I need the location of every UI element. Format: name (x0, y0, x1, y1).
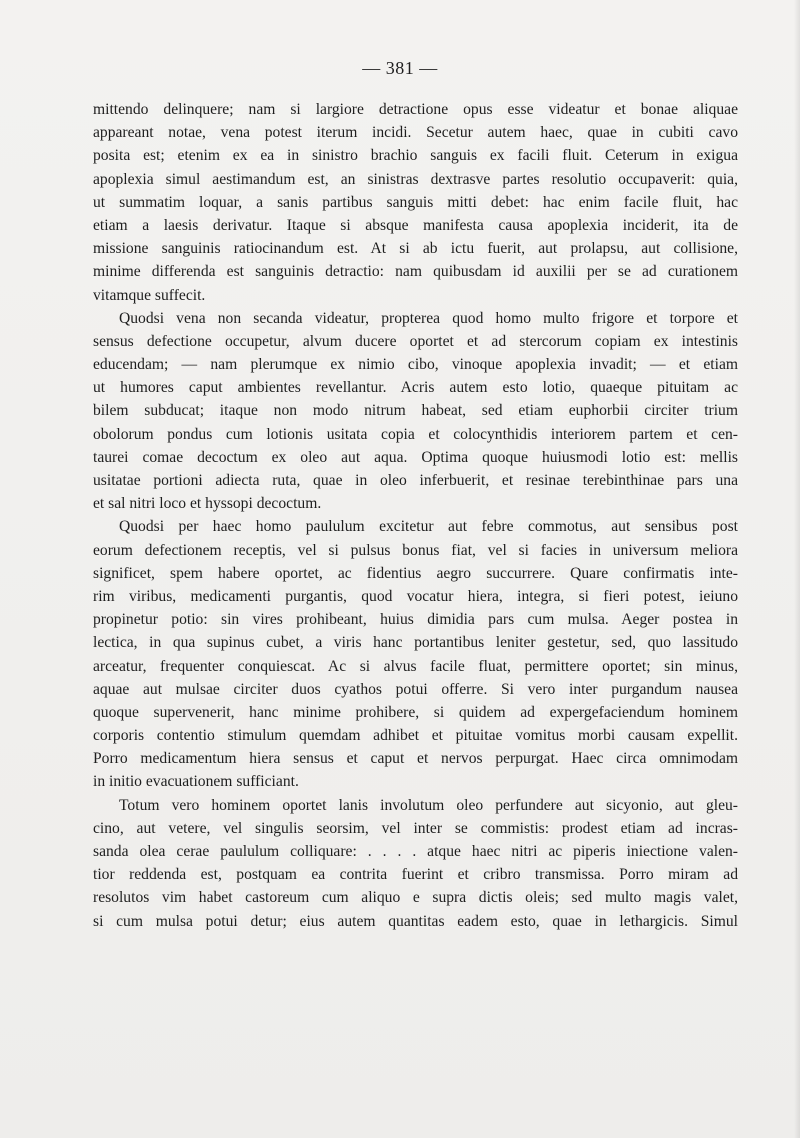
text-line: corporis contentio stimulum quemdam adhibet et pituitae vomitus morbi causam expellit. (93, 727, 738, 745)
text-line: et sal nitri loco et hyssopi decoctum. (93, 495, 322, 513)
page-edge-shadow (794, 0, 800, 1138)
text-line: ut humores caput ambientes revellantur. Acris autem esto lotio, quaeque pituitam ac (93, 379, 738, 397)
text-line: Quodsi per haec homo paululum excitetur aut febre commotus, aut sensibus post (119, 518, 738, 536)
text-line: tior reddenda est, postquam ea contrita fuerint et cribro transmissa. Porro miram ad (93, 866, 738, 884)
text-line: aquae aut mulsae circiter duos cyathos potui offerre. Si vero inter purgandum nausea (93, 680, 738, 698)
page-number: — 381 — (362, 58, 438, 78)
text-line: quoque supervenerit, hanc minime prohibere, si quidem ad expergefaciendum hominem (93, 703, 738, 721)
text-line: significet, spem habere oportet, ac fidentius aegro succurrere. Quare confirmatis inte- (93, 564, 738, 582)
text-line: propinetur potio: sin vires prohibeant, huius dimidia pars cum mulsa. Aeger postea in (93, 611, 738, 629)
text-line: sanda olea cerae paululum colliquare: . . . . atque haec nitri ac piperis iniectione valen- (93, 843, 738, 860)
text-line: arceatur, frequenter conquiescat. Ac si alvus facile fluat, permittere oportet; sin minus, (93, 657, 738, 675)
text-line: cino, aut vetere, vel singulis seorsim, vel inter se commistis: prodest etiam ad incras- (93, 819, 738, 837)
text-line: missione sanguinis ratiocinandum est. At si ab ictu fuerit, aut prolapsu, aut collisione, (93, 240, 738, 258)
text-line: etiam a laesis derivatur. Itaque si absque manifesta causa apoplexia inciderit, ita de (93, 216, 738, 234)
text-line: apoplexia simul aestimandum est, an sinistras dextrasve partes resolutio occupaverit: quia, (93, 170, 738, 188)
text-line: si cum mulsa potui detur; eius autem quantitas eadem esto, quae in lethargicis. Simul (93, 912, 738, 930)
text-line: resolutos vim habet castoreum cum aliquo e supra dictis oleis; sed multo magis valet, (93, 889, 738, 907)
text-line: educendam; — nam plerumque ex nimio cibo, vinoque apoplexia invadit; — et etiam (93, 356, 738, 374)
text-line: bilem subducat; itaque non modo nitrum habeat, sed etiam euphorbii circiter trium (93, 402, 738, 420)
text-line: in initio evacuationem sufficiant. (93, 773, 299, 791)
text-line: obolorum pondus cum lotionis usitata copia et colocynthidis interiorem partem et cen- (93, 425, 738, 443)
text-line: vitamque suffecit. (93, 286, 206, 304)
text-line: taurei comae decoctum ex oleo aut aqua. Optima quoque huiusmodi lotio est: mellis (93, 448, 738, 466)
text-line: lectica, in qua supinus cubet, a viris hanc portantibus leniter gestetur, sed, quo lassitudo (93, 634, 738, 652)
text-line: Porro medicamentum hiera sensus et caput et nervos perpurgat. Haec circa omnimodam (93, 750, 738, 768)
text-line: appareant notae, vena potest iterum incidi. Secetur autem haec, quae in cubiti cavo (93, 124, 738, 142)
text-line: eorum defectionem receptis, vel si pulsus bonus fiat, vel si facies in universum meliora (93, 541, 738, 559)
text-line: rim viribus, medicamenti purgantis, quod vocatur hiera, integra, si fieri potest, ieiuno (93, 587, 738, 605)
text-line: usitatae portioni adiecta ruta, quae in oleo inferbuerit, et resinae terebinthinae pars una (93, 472, 738, 489)
text-line: Quodsi vena non secanda videatur, propterea quod homo multo frigore et torpore et (119, 309, 738, 327)
text-line: minime differenda est sanguinis detractio: nam quibusdam id auxilii per se ad curationem (93, 263, 738, 281)
body-text (93, 98, 738, 933)
text-line: mittendo delinquere; nam si largiore detractione opus esse videatur et bonae aliquae (93, 101, 738, 118)
text-line: posita est; etenim ex ea in sinistro brachio sanguis ex facili fluit. Ceterum in exigua (93, 147, 738, 165)
text-line: ut summatim loquar, a sanis partibus sanguis mitti debet: hac enim facile fluit, hac (93, 193, 738, 211)
text-line: sensus defectione occupetur, alvum ducere oportet et ad stercorum copiam ex intestinis (93, 332, 738, 350)
text-line: Totum vero hominem oportet lanis involutum oleo perfundere aut sicyonio, aut gleu- (119, 796, 738, 814)
